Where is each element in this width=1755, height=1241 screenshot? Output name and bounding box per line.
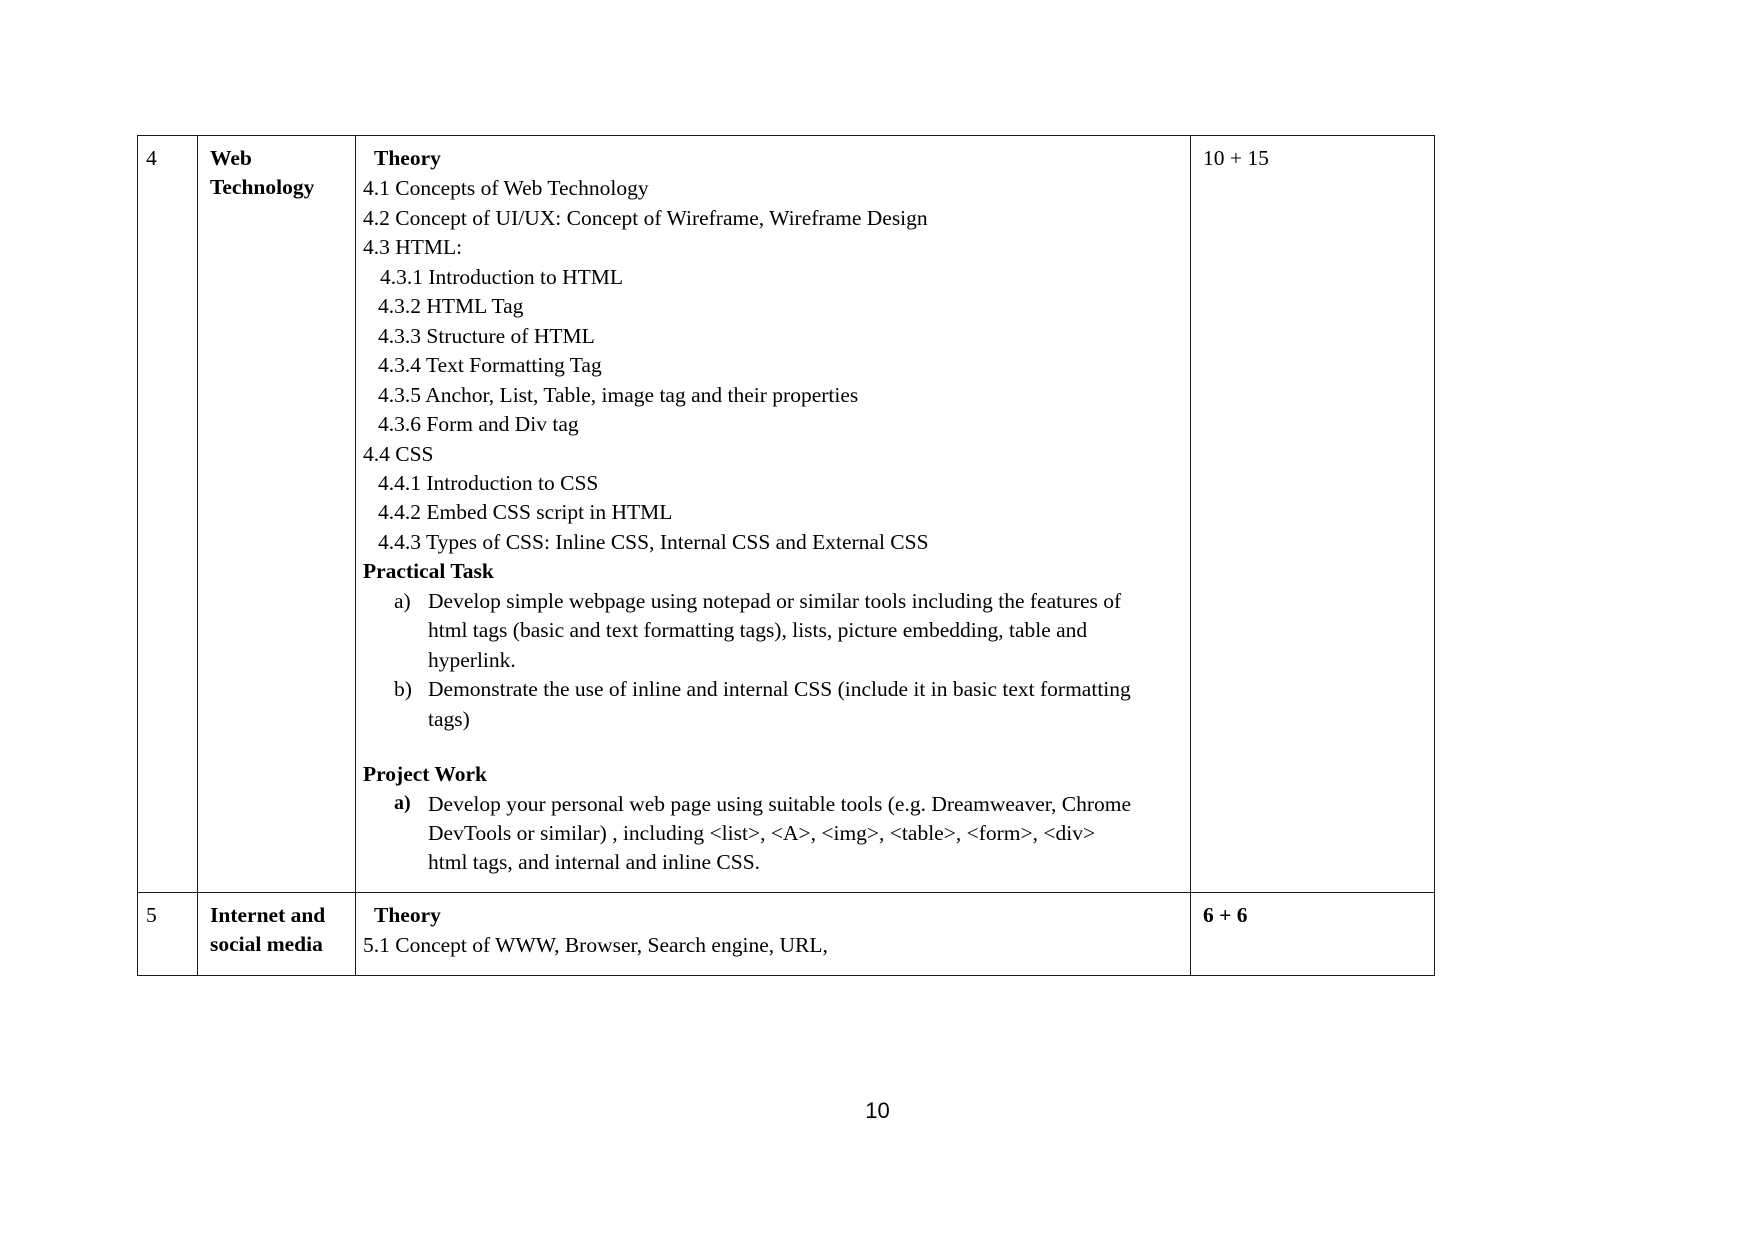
list-item-text — [428, 675, 1186, 734]
practical-task-item — [362, 587, 1186, 675]
list-item-line: DevTools or similar) , including <list>, <A>, <img>, <table>, <form>, <div> — [428, 820, 1096, 845]
theory-line: 4.3.6 Form and Div tag — [378, 412, 579, 437]
list-item-line: Develop simple webpage using notepad or similar tools including the features of — [428, 588, 1122, 613]
list-item-line: html tags, and internal and inline CSS. — [428, 850, 761, 875]
practical-task-item — [362, 675, 1186, 734]
row-hours-value: 6 + 6 — [1203, 902, 1248, 927]
row-unit-title-cell — [198, 892, 356, 975]
theory-line: 5.1 Concept of WWW, Browser, Search engine, URL, — [363, 933, 828, 958]
theory-line: 4.4.3 Types of CSS: Inline CSS, Internal CSS and External CSS — [378, 529, 929, 554]
unit-title-line: Web — [210, 146, 252, 170]
row-serial-number-cell — [138, 892, 198, 975]
unit-title-line: Internet and — [210, 902, 326, 927]
theory-line: 4.3.2 HTML Tag — [378, 294, 524, 319]
content-spacer — [362, 734, 1186, 760]
row-hours-cell — [1191, 136, 1435, 893]
table-row — [138, 136, 1435, 893]
page-number: 10 — [865, 1098, 890, 1123]
theory-line: 4.1 Concepts of Web Technology — [363, 176, 649, 201]
table-row — [138, 892, 1435, 975]
theory-line: 4.3.5 Anchor, List, Table, image tag and their properties — [378, 382, 859, 407]
theory-line: 4.2 Concept of UI/UX: Concept of Wireframe, Wireframe Design — [363, 205, 928, 230]
row-hours-value: 10 + 15 — [1203, 146, 1269, 170]
list-marker: b) — [394, 677, 412, 702]
theory-line: 4.4.1 Introduction to CSS — [378, 470, 599, 495]
syllabus-table — [137, 135, 1435, 976]
project-work-item — [362, 790, 1186, 878]
list-item-line: Demonstrate the use of inline and internal CSS (include it in basic text formatting — [428, 677, 1131, 702]
row-content-cell — [356, 892, 1191, 975]
theory-line: 4.3.1 Introduction to HTML — [380, 264, 624, 289]
unit-title-line: Technology — [210, 175, 315, 200]
project-work-heading: Project Work — [363, 762, 487, 787]
row-serial-number: 5 — [146, 902, 157, 927]
list-marker: a) — [394, 791, 411, 814]
list-item-text — [428, 587, 1186, 675]
theory-line: 4.4 CSS — [363, 441, 434, 466]
list-item-line: Develop your personal web page using suitable tools (e.g. Dreamweaver, Chrome — [428, 791, 1132, 816]
list-item-line: tags) — [428, 706, 470, 731]
row-content-cell — [356, 136, 1191, 893]
theory-heading: Theory — [374, 146, 441, 170]
list-item-text — [428, 790, 1186, 878]
row-hours-cell — [1191, 892, 1435, 975]
list-marker: a) — [394, 588, 411, 613]
practical-task-heading: Practical Task — [363, 559, 494, 584]
theory-line: 4.3.3 Structure of HTML — [378, 323, 595, 348]
row-unit-title-cell — [198, 136, 356, 893]
theory-line: 4.3 HTML: — [363, 235, 463, 260]
theory-heading: Theory — [374, 902, 441, 927]
unit-title-line: social media — [210, 932, 323, 957]
theory-line: 4.3.4 Text Formatting Tag — [378, 353, 602, 378]
row-serial-number: 4 — [146, 146, 157, 170]
list-item-line: hyperlink. — [428, 647, 516, 672]
theory-line: 4.4.2 Embed CSS script in HTML — [378, 500, 673, 525]
row-serial-number-cell — [138, 136, 198, 893]
list-item-line: html tags (basic and text formatting tags), lists, picture embedding, table and — [428, 618, 1088, 643]
